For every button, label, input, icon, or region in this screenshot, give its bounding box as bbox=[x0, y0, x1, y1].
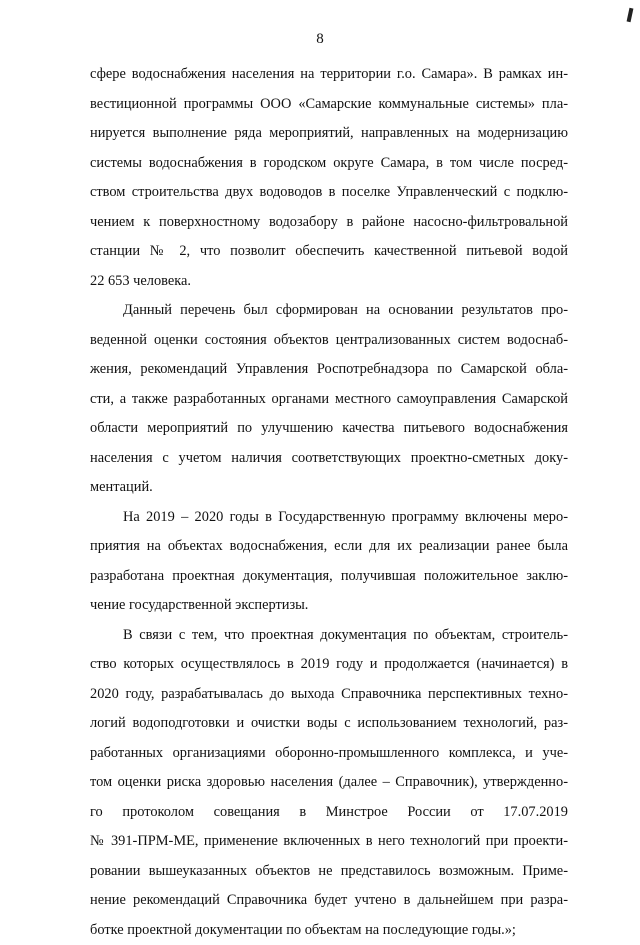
text-line: веденной оценки состояния объектов централизованных систем водоснаб- bbox=[90, 326, 568, 356]
paragraph bbox=[90, 621, 568, 945]
text-line: На 2019 – 2020 годы в Государственную программу включены меро- bbox=[90, 503, 568, 533]
body-text bbox=[90, 60, 568, 945]
text-line: ментаций. bbox=[90, 473, 568, 503]
text-line: области мероприятий по улучшению качества питьевого водоснабжения bbox=[90, 414, 568, 444]
text-line: сфере водоснабжения населения на территории г.о. Самара». В рамках ин- bbox=[90, 60, 568, 90]
text-line: 22 653 человека. bbox=[90, 267, 568, 297]
text-line: го протоколом совещания в Минстрое России от 17.07.2019 bbox=[90, 798, 568, 828]
paragraph bbox=[90, 503, 568, 621]
text-line: логий водоподготовки и очистки воды с использованием технологий, раз- bbox=[90, 709, 568, 739]
page-number: 8 bbox=[0, 30, 640, 48]
text-line: вестиционной программы ООО «Самарские коммунальные системы» пла- bbox=[90, 90, 568, 120]
paragraph bbox=[90, 60, 568, 296]
text-line: чением к поверхностному водозабору в районе насосно-фильтровальной bbox=[90, 208, 568, 238]
text-line: Данный перечень был сформирован на основании результатов про- bbox=[90, 296, 568, 326]
text-line: жения, рекомендаций Управления Роспотребнадзора по Самарской обла- bbox=[90, 355, 568, 385]
text-line: ботке проектной документации по объектам на последующие годы.»; bbox=[90, 916, 568, 945]
text-line: В связи с тем, что проектная документация по объектам, строитель- bbox=[90, 621, 568, 651]
text-line: № 391-ПРМ-МЕ, применение включенных в него технологий при проекти- bbox=[90, 827, 568, 857]
text-line: станции № 2, что позволит обеспечить качественной питьевой водой bbox=[90, 237, 568, 267]
text-line: приятия на объектах водоснабжения, если для их реализации ранее была bbox=[90, 532, 568, 562]
scan-artifact-mark bbox=[627, 8, 634, 23]
text-line: ством строительства двух водоводов в поселке Управленческий с подклю- bbox=[90, 178, 568, 208]
text-line: нение рекомендаций Справочника будет учтено в дальнейшем при разра- bbox=[90, 886, 568, 916]
text-line: системы водоснабжения в городском округе Самара, в том числе посред- bbox=[90, 149, 568, 179]
text-line: нируется выполнение ряда мероприятий, направленных на модернизацию bbox=[90, 119, 568, 149]
text-line: разработана проектная документация, получившая положительное заклю- bbox=[90, 562, 568, 592]
text-line: чение государственной экспертизы. bbox=[90, 591, 568, 621]
text-line: том оценки риска здоровью населения (далее – Справочник), утвержденно- bbox=[90, 768, 568, 798]
paragraph bbox=[90, 296, 568, 503]
text-line: ство которых осуществлялось в 2019 году и продолжается (начинается) в bbox=[90, 650, 568, 680]
text-line: ровании вышеуказанных объектов не представилось возможным. Приме- bbox=[90, 857, 568, 887]
text-line: 2020 году, разрабатывалась до выхода Справочника перспективных техно- bbox=[90, 680, 568, 710]
text-line: сти, а также разработанных органами местного самоуправления Самарской bbox=[90, 385, 568, 415]
text-line: работанных организациями оборонно-промышленного комплекса, и уче- bbox=[90, 739, 568, 769]
text-line: населения с учетом наличия соответствующих проектно-сметных доку- bbox=[90, 444, 568, 474]
